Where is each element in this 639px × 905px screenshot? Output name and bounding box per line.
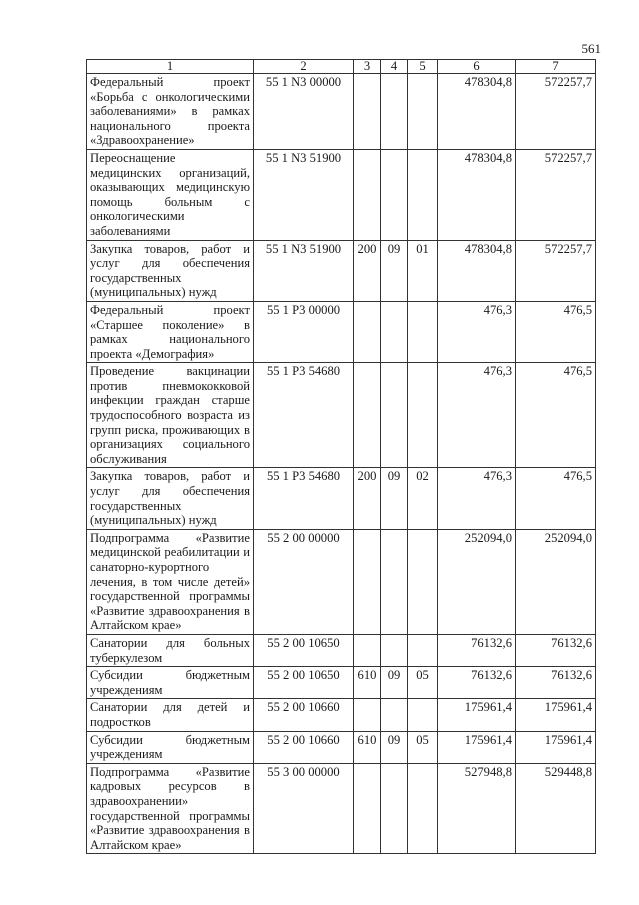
- column-header: 4: [381, 60, 408, 74]
- section-cell: [381, 699, 408, 731]
- row-name-cell: Подпрограмма «Развитие кадровых ресурсов в здравоохранении» государственной программы «Развитие здравоохранения в Алтайском крае»: [87, 763, 254, 854]
- subsection-cell: [408, 699, 438, 731]
- target-code-cell: 55 1 P3 00000: [254, 301, 354, 362]
- table-row: [87, 699, 596, 731]
- table-row: [87, 74, 596, 150]
- amount-year-2-cell: 572257,7: [516, 74, 596, 150]
- expense-type-cell: [354, 74, 381, 150]
- subsection-cell: [408, 529, 438, 634]
- amount-year-2-cell: 476,5: [516, 363, 596, 468]
- section-cell: [381, 634, 408, 666]
- target-code-cell: 55 1 P3 54680: [254, 468, 354, 529]
- section-cell: 09: [381, 667, 408, 699]
- amount-year-1-cell: 476,3: [438, 468, 516, 529]
- amount-year-2-cell: 252094,0: [516, 529, 596, 634]
- amount-year-2-cell: 76132,6: [516, 634, 596, 666]
- subsection-cell: [408, 763, 438, 854]
- amount-year-2-cell: 76132,6: [516, 667, 596, 699]
- target-code-cell: 55 1 P3 54680: [254, 363, 354, 468]
- amount-year-1-cell: 478304,8: [438, 149, 516, 240]
- target-code-cell: 55 1 N3 51900: [254, 240, 354, 301]
- table-row: [87, 240, 596, 301]
- row-name-cell: Санатории для детей и подростков: [87, 699, 254, 731]
- section-cell: 09: [381, 240, 408, 301]
- expense-type-cell: [354, 529, 381, 634]
- subsection-cell: 01: [408, 240, 438, 301]
- table-row: [87, 763, 596, 854]
- amount-year-2-cell: 175961,4: [516, 731, 596, 763]
- amount-year-1-cell: 478304,8: [438, 240, 516, 301]
- row-name-cell: Федеральный проект «Борьба с онкологическими заболеваниями» в рамках национального проекта «Здравоохранение»: [87, 74, 254, 150]
- page-number: 561: [581, 41, 601, 56]
- row-name-cell: Федеральный проект «Старшее поколение» в рамках национального проекта «Демография»: [87, 301, 254, 362]
- table-row: [87, 149, 596, 240]
- target-code-cell: 55 3 00 00000: [254, 763, 354, 854]
- expense-type-cell: [354, 363, 381, 468]
- target-code-cell: 55 2 00 10650: [254, 667, 354, 699]
- amount-year-1-cell: 175961,4: [438, 699, 516, 731]
- column-header: 2: [254, 60, 354, 74]
- amount-year-1-cell: 527948,8: [438, 763, 516, 854]
- expense-type-cell: [354, 763, 381, 854]
- row-name-cell: Субсидии бюджетным учреждениям: [87, 667, 254, 699]
- table-header-row: [87, 60, 596, 74]
- amount-year-1-cell: 252094,0: [438, 529, 516, 634]
- expense-type-cell: 200: [354, 240, 381, 301]
- section-cell: [381, 301, 408, 362]
- amount-year-1-cell: 478304,8: [438, 74, 516, 150]
- table-row: [87, 468, 596, 529]
- expense-type-cell: [354, 301, 381, 362]
- amount-year-1-cell: 175961,4: [438, 731, 516, 763]
- row-name-cell: Переоснащение медицинских организаций, оказывающих медицинскую помощь больным с онкологическими заболеваниями: [87, 149, 254, 240]
- table-row: [87, 634, 596, 666]
- column-header: 6: [438, 60, 516, 74]
- table-row: [87, 667, 596, 699]
- row-name-cell: Подпрограмма «Развитие медицинской реабилитации и санаторно-курортного лечения, в том числе детей» государственной программы «Развитие здравоохранения в Алтайском крае»: [87, 529, 254, 634]
- subsection-cell: [408, 74, 438, 150]
- row-name-cell: Закупка товаров, работ и услуг для обеспечения государственных (муниципальных) нужд: [87, 468, 254, 529]
- amount-year-2-cell: 572257,7: [516, 149, 596, 240]
- table-body: [87, 74, 596, 854]
- column-header: 1: [87, 60, 254, 74]
- row-name-cell: Закупка товаров, работ и услуг для обеспечения государственных (муниципальных) нужд: [87, 240, 254, 301]
- expense-type-cell: 200: [354, 468, 381, 529]
- subsection-cell: [408, 301, 438, 362]
- column-header: 5: [408, 60, 438, 74]
- target-code-cell: 55 1 N3 51900: [254, 149, 354, 240]
- expense-type-cell: [354, 699, 381, 731]
- amount-year-2-cell: 476,5: [516, 301, 596, 362]
- subsection-cell: [408, 634, 438, 666]
- expense-type-cell: [354, 149, 381, 240]
- amount-year-1-cell: 476,3: [438, 363, 516, 468]
- column-header: 3: [354, 60, 381, 74]
- budget-table: [86, 59, 596, 854]
- target-code-cell: 55 2 00 10660: [254, 699, 354, 731]
- target-code-cell: 55 1 N3 00000: [254, 74, 354, 150]
- table-row: [87, 363, 596, 468]
- column-header: 7: [516, 60, 596, 74]
- expense-type-cell: 610: [354, 731, 381, 763]
- table-row: [87, 731, 596, 763]
- row-name-cell: Субсидии бюджетным учреждениям: [87, 731, 254, 763]
- amount-year-1-cell: 476,3: [438, 301, 516, 362]
- expense-type-cell: 610: [354, 667, 381, 699]
- section-cell: 09: [381, 468, 408, 529]
- table-row: [87, 301, 596, 362]
- row-name-cell: Проведение вакцинации против пневмококковой инфекции граждан старше трудоспособного возраста из групп риска, проживающих в организациях социального обслуживания: [87, 363, 254, 468]
- section-cell: [381, 763, 408, 854]
- subsection-cell: 05: [408, 731, 438, 763]
- amount-year-2-cell: 529448,8: [516, 763, 596, 854]
- target-code-cell: 55 2 00 10660: [254, 731, 354, 763]
- subsection-cell: 05: [408, 667, 438, 699]
- section-cell: [381, 74, 408, 150]
- section-cell: [381, 149, 408, 240]
- row-name-cell: Санатории для больных туберкулезом: [87, 634, 254, 666]
- amount-year-1-cell: 76132,6: [438, 667, 516, 699]
- amount-year-2-cell: 572257,7: [516, 240, 596, 301]
- amount-year-1-cell: 76132,6: [438, 634, 516, 666]
- expense-type-cell: [354, 634, 381, 666]
- section-cell: [381, 363, 408, 468]
- section-cell: 09: [381, 731, 408, 763]
- subsection-cell: 02: [408, 468, 438, 529]
- subsection-cell: [408, 149, 438, 240]
- subsection-cell: [408, 363, 438, 468]
- table-row: [87, 529, 596, 634]
- section-cell: [381, 529, 408, 634]
- target-code-cell: 55 2 00 10650: [254, 634, 354, 666]
- amount-year-2-cell: 175961,4: [516, 699, 596, 731]
- target-code-cell: 55 2 00 00000: [254, 529, 354, 634]
- amount-year-2-cell: 476,5: [516, 468, 596, 529]
